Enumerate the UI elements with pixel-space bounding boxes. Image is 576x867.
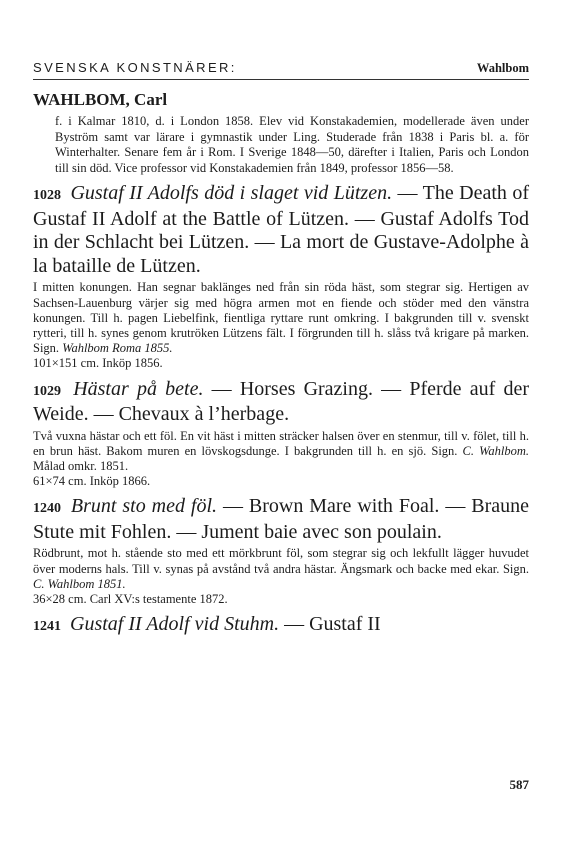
translated-titles: — Horses Grazing. — Pferde auf der Weide. — Chevaux à l’herbage.: [33, 377, 529, 426]
translated-titles: — The Death of Gustaf II Adolf at the Battle of Lützen. — Gustaf Adolfs Tod in der Schlacht bei Lützen. — La mort de Gustave-Adolphe à la bataille de Lützen.: [33, 182, 530, 277]
translated-titles: — Brown Mare with Foal. — Braune Stute mit Fohlen. — Jument baie avec son poulain.: [33, 495, 529, 543]
entry-description: [33, 546, 529, 592]
swedish-title: Brunt sto med föl.: [70, 495, 218, 518]
entry-dimensions: 61×74 cm. Inköp 1866.: [33, 474, 151, 489]
catalogue-number: 1240: [33, 501, 61, 517]
swedish-title: Gustaf II Adolf vid Stuhm.: [70, 613, 280, 636]
signature-text: C. Wahlbom 1851.: [33, 576, 126, 591]
catalogue-entry-title: [33, 613, 529, 639]
signature-text: C. Wahlbom.: [462, 443, 530, 458]
page-number: 587: [509, 777, 529, 792]
translated-titles: — Gustaf II: [279, 613, 381, 636]
swedish-title: Gustaf II Adolfs död i slaget vid Lützen.: [70, 182, 393, 205]
catalogue-number: 1028: [33, 188, 61, 204]
catalogue-entry-title: [33, 378, 529, 427]
entry-dimensions: 101×151 cm. Inköp 1856.: [33, 356, 163, 371]
description-date: Målad omkr. 1851.: [33, 459, 129, 473]
artist-bio: f. i Kalmar 1810, d. i London 1858. Elev vid Konstakademien, modellerade även under Byström samt var lärare i gymnastik under Ling. Studerade från 1838 i Paris bl. a. för Winterhalter. Senare fem år i Rom. I Sverige 1848—50, därefter i Italien, Paris och London till sin död. Vice professor vid Konstakademien från 1849, professor 1856—58.: [55, 114, 529, 175]
running-head-title: SVENSKA KONSTNÄRER:: [33, 60, 237, 75]
entry-dimensions: 36×28 cm. Carl XV:s testamente 1872.: [33, 592, 228, 607]
catalogue-number: 1241: [33, 619, 61, 635]
catalogue-entry-title: [33, 495, 529, 544]
description-text: Två vuxna hästar och ett föl. En vit häst i mitten sträcker halsen över en stenmur, till v. fölet, till h. en brun häst. Bakom muren en lövskogsdunge. I bakgrunden till h. en sjö. Sign.: [33, 428, 529, 458]
catalogue-number: 1029: [33, 383, 61, 399]
entry-description: [33, 280, 529, 356]
running-head-artist: Wahlbom: [476, 61, 529, 75]
catalogue-entry-title: [33, 182, 529, 278]
artist-name: WAHLBOM, Carl: [33, 90, 168, 109]
description-text: Rödbrunt, mot h. stående sto med ett mörkbrunt föl, som stegrar sig och lekfullt lägger huvudet över moderns hals. Till v. synas på avstånd två andra hästar. Ängsmark och backe med ekar. Sign.: [33, 546, 529, 576]
swedish-title: Hästar på bete.: [73, 377, 204, 400]
entry-description: [33, 429, 529, 475]
running-head: [33, 60, 529, 80]
page: [33, 60, 529, 639]
description-text: I mitten konungen. Han segnar baklänges ned från sin röda häst, som stegrar sig. Hertigen av Sachsen-Lauenburg värjer sig med högra armen mot en fiende och stöder med den vänstra konungen. Till h. pagen Liebelfink, fientliga ryttare runt omkring. I bakgrunden till v. svenskt rytteri, till h. synes genom krutröken Lützens fält. I förgrunden till h. slåss två krigare på marken. Sign.: [33, 280, 529, 356]
signature-text: Wahlbom Roma 1855.: [62, 341, 173, 356]
